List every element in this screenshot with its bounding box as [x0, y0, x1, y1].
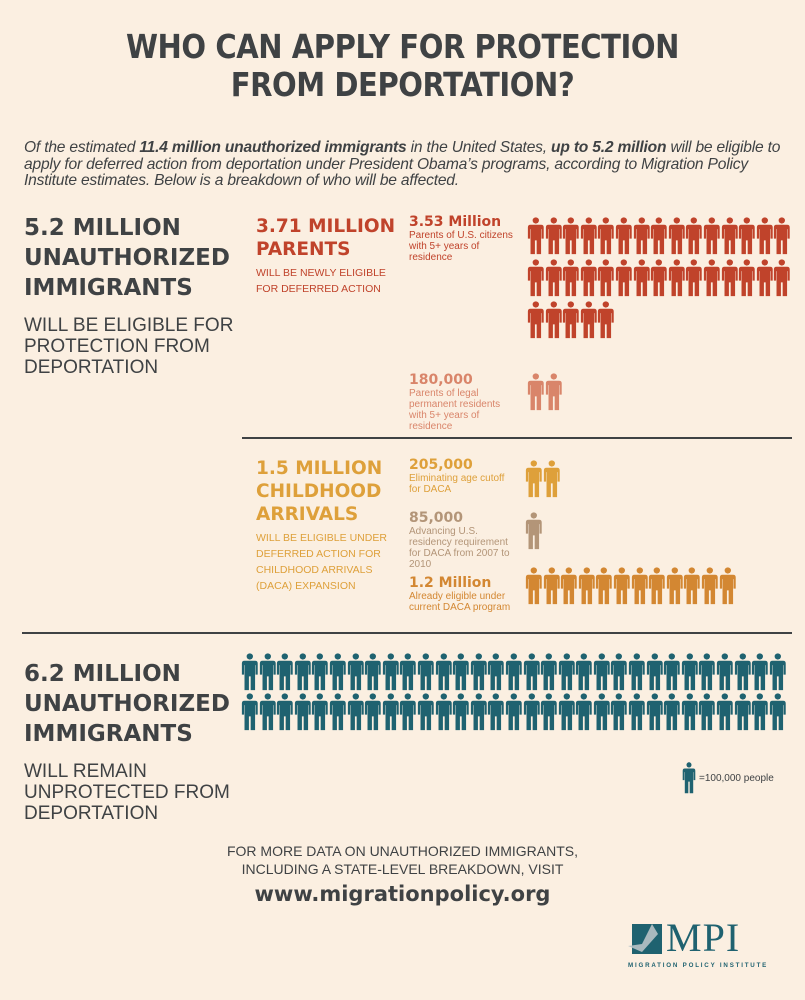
person-icon	[540, 693, 558, 731]
person-icon	[525, 567, 543, 605]
person-icon	[525, 512, 543, 550]
person-icon	[435, 693, 453, 731]
person-icon	[523, 653, 541, 691]
person-icon	[562, 259, 580, 297]
person-icon	[716, 693, 734, 731]
person-icon	[593, 693, 611, 731]
person-icon	[650, 217, 668, 255]
person-icon	[545, 373, 563, 411]
person-icon	[734, 693, 752, 731]
daca-residency-label: 85,000 Advancing U.S. residency requirement for DACA from 2007 to 2010	[409, 510, 510, 570]
person-icon	[329, 653, 347, 691]
person-icon	[631, 567, 649, 605]
person-icon	[276, 693, 294, 731]
person-icon	[615, 259, 633, 297]
person-icon	[628, 653, 646, 691]
person-icon	[701, 567, 719, 605]
person-icon	[756, 259, 774, 297]
website-link[interactable]: www.migrationpolicy.org	[254, 882, 551, 906]
unprotected-summary: 6.2 MILLION UNAUTHORIZED IMMIGRANTS WILL REMAIN UNPROTECTED FROM DEPORTATION	[24, 661, 230, 824]
person-icon	[663, 693, 681, 731]
person-icon	[703, 217, 721, 255]
person-icon	[382, 693, 400, 731]
person-icon	[558, 653, 576, 691]
person-icon	[545, 259, 563, 297]
person-icon	[681, 653, 699, 691]
mpi-logo-mark-icon	[628, 924, 666, 958]
person-icon	[364, 693, 382, 731]
person-icon	[470, 653, 488, 691]
person-icon	[683, 567, 701, 605]
person-icon	[527, 301, 545, 339]
mpi-logo: MPI MIGRATION POLICY INSTITUTE	[628, 915, 769, 969]
person-icon	[628, 693, 646, 731]
person-icon	[721, 259, 739, 297]
person-icon	[578, 567, 596, 605]
person-icon	[769, 693, 787, 731]
person-icon	[593, 653, 611, 691]
section-divider	[242, 437, 792, 439]
person-icon	[562, 301, 580, 339]
person-icon	[347, 693, 365, 731]
person-icon	[417, 693, 435, 731]
person-icon	[259, 693, 277, 731]
unprotected-pictogram	[241, 653, 801, 731]
person-icon	[698, 693, 716, 731]
person-icon	[597, 259, 615, 297]
person-icon	[613, 567, 631, 605]
section-divider	[22, 632, 792, 634]
page-title: WHO CAN APPLY FOR PROTECTION FROM DEPORTATION?	[125, 27, 680, 104]
person-icon	[773, 259, 791, 297]
person-icon	[435, 653, 453, 691]
person-icon	[751, 653, 769, 691]
person-icon	[685, 259, 703, 297]
person-icon	[382, 653, 400, 691]
legend: =100,000 people	[682, 762, 774, 794]
person-icon	[682, 762, 696, 794]
person-icon	[505, 693, 523, 731]
person-icon	[663, 653, 681, 691]
person-icon	[756, 217, 774, 255]
parents-citizens-pictogram	[527, 217, 797, 339]
person-icon	[329, 693, 347, 731]
daca-current-pictogram	[525, 567, 755, 605]
person-icon	[452, 653, 470, 691]
person-icon	[668, 217, 686, 255]
person-icon	[562, 217, 580, 255]
person-icon	[417, 653, 435, 691]
person-icon	[575, 693, 593, 731]
person-icon	[595, 567, 613, 605]
person-icon	[505, 653, 523, 691]
person-icon	[294, 693, 312, 731]
person-icon	[597, 217, 615, 255]
person-icon	[259, 653, 277, 691]
person-icon	[364, 653, 382, 691]
daca-age-pictogram	[525, 460, 585, 498]
person-icon	[241, 653, 259, 691]
person-icon	[527, 217, 545, 255]
person-icon	[773, 217, 791, 255]
person-icon	[487, 693, 505, 731]
parents-citizens-label: 3.53 Million Parents of U.S. citizens with 5+ years of residence	[409, 214, 513, 263]
person-icon	[452, 693, 470, 731]
person-icon	[738, 259, 756, 297]
person-icon	[294, 653, 312, 691]
person-icon	[525, 460, 543, 498]
person-icon	[399, 653, 417, 691]
person-icon	[668, 259, 686, 297]
person-icon	[470, 693, 488, 731]
person-icon	[487, 653, 505, 691]
person-icon	[580, 301, 598, 339]
person-icon	[646, 653, 664, 691]
daca-current-label: 1.2 Million Already eligible under current DACA program	[409, 575, 511, 613]
person-icon	[597, 301, 615, 339]
person-icon	[685, 217, 703, 255]
person-icon	[633, 259, 651, 297]
person-icon	[311, 693, 329, 731]
person-icon	[734, 653, 752, 691]
person-icon	[276, 653, 294, 691]
person-icon	[610, 653, 628, 691]
eligible-summary: 5.2 MILLION UNAUTHORIZED IMMIGRANTS WILL BE ELIGIBLE FOR PROTECTION FROM DEPORTATION	[24, 215, 234, 378]
person-icon	[575, 653, 593, 691]
person-icon	[751, 693, 769, 731]
person-icon	[560, 567, 578, 605]
person-icon	[738, 217, 756, 255]
person-icon	[646, 693, 664, 731]
person-icon	[719, 567, 737, 605]
footer-line-1: FOR MORE DATA ON UNAUTHORIZED IMMIGRANTS,	[226, 843, 579, 859]
intro-paragraph: Of the estimated 11.4 million unauthorized immigrants in the United States, up to 5.2 million will be eligible to apply for deferred action from deportation under President Obama’s programs, according to Migration Policy Institute estimates. Below is a breakdown of who will be affected.	[24, 139, 781, 189]
person-icon	[399, 693, 417, 731]
person-icon	[527, 373, 545, 411]
childhood-category: 1.5 MILLION CHILDHOOD ARRIVALS WILL BE ELIGIBLE UNDER DEFERRED ACTION FOR CHILDHOOD ARRIVALS (DACA) EXPANSION	[256, 458, 387, 592]
daca-residency-pictogram	[525, 512, 555, 550]
person-icon	[558, 693, 576, 731]
footer-line-2: INCLUDING A STATE-LEVEL BREAKDOWN, VISIT	[241, 861, 564, 877]
person-icon	[769, 653, 787, 691]
person-icon	[716, 653, 734, 691]
person-icon	[241, 693, 259, 731]
person-icon	[527, 259, 545, 297]
person-icon	[543, 567, 561, 605]
person-icon	[347, 653, 365, 691]
parents-lpr-label: 180,000 Parents of legal permanent residents with 5+ years of residence	[409, 372, 501, 432]
person-icon	[703, 259, 721, 297]
person-icon	[648, 567, 666, 605]
person-icon	[580, 259, 598, 297]
person-icon	[633, 217, 651, 255]
person-icon	[681, 693, 699, 731]
person-icon	[580, 217, 598, 255]
person-icon	[523, 693, 541, 731]
person-icon	[543, 460, 561, 498]
person-icon	[698, 653, 716, 691]
person-icon	[540, 653, 558, 691]
person-icon	[721, 217, 739, 255]
person-icon	[545, 217, 563, 255]
person-icon	[311, 653, 329, 691]
person-icon	[615, 217, 633, 255]
daca-age-label: 205,000 Eliminating age cutoff for DACA	[409, 457, 505, 495]
person-icon	[545, 301, 563, 339]
parents-lpr-pictogram	[527, 373, 587, 411]
person-icon	[610, 693, 628, 731]
person-icon	[666, 567, 684, 605]
person-icon	[650, 259, 668, 297]
parents-category: 3.71 MILLION PARENTS WILL BE NEWLY ELIGIBLE FOR DEFERRED ACTION	[256, 216, 396, 295]
